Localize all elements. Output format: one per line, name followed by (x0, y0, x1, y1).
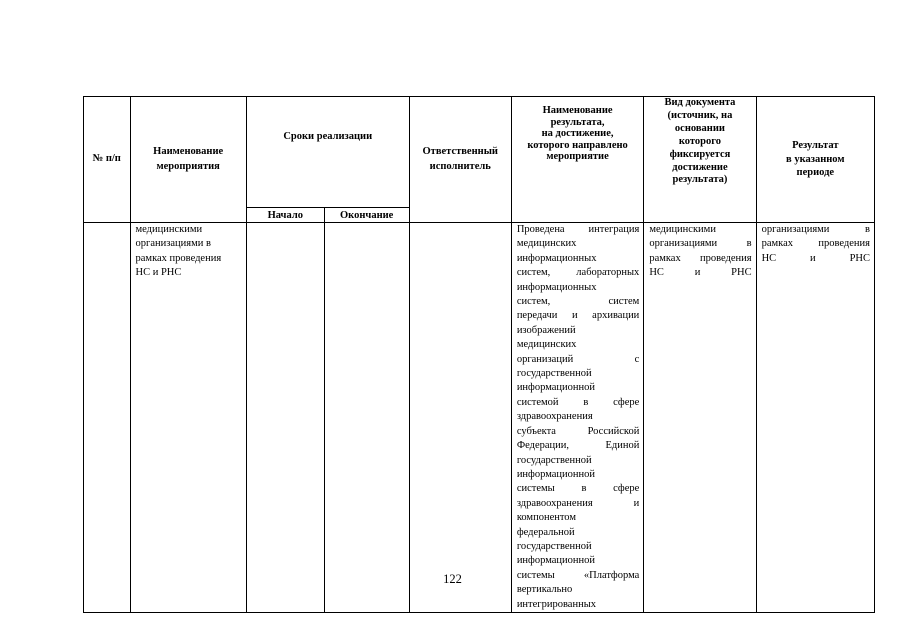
text-line: результата, (550, 116, 605, 128)
text-line: изображений (516, 324, 576, 336)
text-line: систем, лабораторных (516, 267, 640, 279)
text-line: федеральной (516, 526, 575, 538)
cell-end (324, 223, 409, 613)
text-line: Вид документа (664, 97, 736, 108)
text-line: государственной (516, 454, 592, 466)
cell-result-period (756, 223, 874, 613)
text-line: государственной (516, 368, 592, 380)
text-line: информационной (516, 468, 596, 480)
header-end: Окончание (324, 208, 409, 223)
text-line: достижение (672, 161, 728, 173)
text-line: государственной (516, 540, 592, 552)
cell-num (84, 223, 131, 613)
text-line: фиксируется (669, 148, 731, 160)
cell-responsible (409, 223, 511, 613)
text-line: информационных (516, 281, 597, 293)
header-terms: Сроки реализации (246, 97, 409, 208)
text-line: Проведена интеграция (516, 224, 640, 235)
header-num: № п/п (84, 97, 131, 223)
text-line: НС и РНС (649, 267, 752, 279)
text-line: медицинских (516, 238, 577, 250)
text-line: организаций с (516, 353, 640, 365)
text-line: Наименование (542, 105, 613, 116)
text-line: системы «Платформа (516, 569, 640, 581)
events-table (83, 96, 875, 613)
header-result-period (756, 97, 874, 223)
cell-start (246, 223, 324, 613)
table-row (84, 223, 875, 613)
page-number: 122 (443, 572, 462, 586)
text-line: субъекта Российской (516, 425, 640, 437)
text-line: системой в сфере (516, 396, 640, 408)
text-line: Результат (792, 140, 839, 152)
text-line: медицинскими (649, 224, 716, 235)
text-line: организациями в (649, 238, 752, 250)
cell-event-name (130, 223, 246, 613)
text-line: на достижение, (541, 128, 614, 140)
text-line: передачи и архивации (516, 310, 640, 322)
text-line: результата) (672, 174, 728, 186)
header-start: Начало (246, 208, 324, 223)
text-line: информационной (516, 382, 596, 394)
text-line: в указанном (786, 153, 845, 165)
text-line: медицинских (516, 339, 577, 351)
text-line: рамках проведения (649, 252, 752, 264)
text-line: компонентом (516, 512, 576, 524)
text-line: рамках проведения (761, 238, 870, 250)
text-line: НС и РНС (135, 267, 182, 279)
text-line: организациями в (761, 224, 870, 235)
text-line: которого (678, 135, 722, 147)
text-line: систем, систем (516, 296, 640, 308)
cell-result-name (511, 223, 644, 613)
text-line: Федерации, Единой (516, 440, 640, 452)
text-line: которого направлено (527, 139, 628, 151)
cell-doc-type (644, 223, 756, 613)
text-line: информационных (516, 252, 597, 264)
text-line: вертикально (516, 584, 573, 596)
text-line: системы в сфере (516, 483, 640, 495)
text-line: организациями в (135, 238, 211, 250)
text-line: (источник, на (667, 109, 733, 121)
text-line: мероприятие (546, 151, 609, 163)
text-line: информационной (516, 555, 596, 567)
header-responsible: Ответственный исполнитель (409, 97, 511, 223)
text-line: периоде (796, 167, 835, 179)
text-line: основании (674, 122, 725, 134)
header-doc-type (644, 97, 756, 223)
text-line: здравоохранения (516, 411, 593, 423)
text-line: интегрированных (516, 598, 596, 610)
text-line: НС и РНС (761, 252, 870, 264)
header-result-name (511, 97, 644, 223)
text-line: медицинскими (135, 224, 203, 235)
header-event-name: Наименование мероприятия (130, 97, 246, 223)
text-line: рамках проведения (135, 252, 222, 264)
text-line: здравоохранения и (516, 497, 640, 509)
